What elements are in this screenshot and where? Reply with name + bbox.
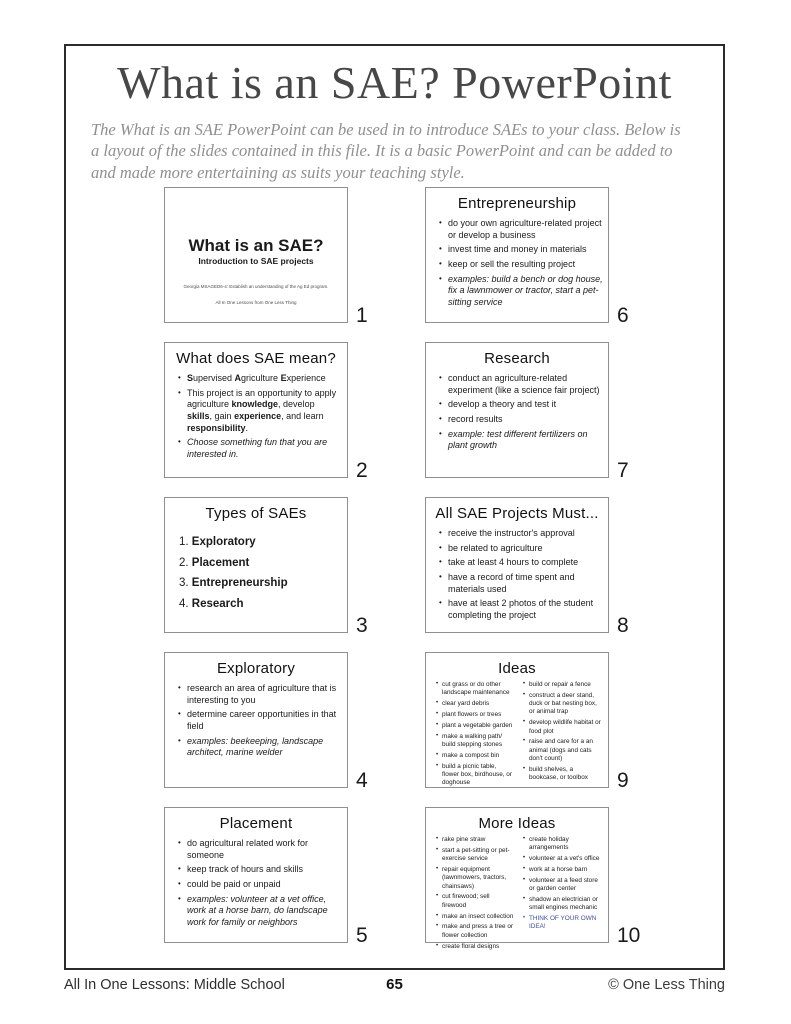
bullet-item: • make a compost bin	[435, 752, 515, 760]
page-footer	[64, 976, 725, 993]
bullet-item: • volunteer at a vet's office	[522, 855, 602, 863]
footer-series-label: All In One Lessons: Middle School	[64, 977, 285, 993]
bullet-item: • raise and care for a an animal (dogs and cats don't count)	[522, 738, 602, 763]
bullet-item: • keep or sell the resulting project	[439, 259, 603, 271]
slide-number: 3	[356, 614, 368, 637]
bullet-item: • volunteer at a feed store or garden center	[522, 877, 602, 894]
bullet-item: • work at a horse barn	[522, 866, 602, 874]
slides-column-left	[164, 187, 368, 947]
bullet-item: • construct a deer stand, duck or bat nesting box, or animal trap	[522, 692, 602, 717]
bullet-item: • make and press a tree or flower collection	[435, 923, 515, 940]
slide-footnote: All In One Lessons from One Less Thing	[215, 300, 297, 306]
bullet-item: • record results	[439, 414, 603, 426]
intro-paragraph: The What is an SAE PowerPoint can be used in to introduce SAEs to your class. Below is a layout of the slides contained in this file. It is a basic PowerPoint and can be added to and made more entertaining as suits your teaching style.	[91, 120, 681, 182]
bullet-item: • cut firewood; sell firewood	[435, 893, 515, 910]
bullet-list	[439, 373, 603, 452]
bullet-list	[439, 528, 603, 622]
slide-title: Research	[484, 350, 550, 367]
bullet-list	[435, 836, 515, 953]
bullet-item: • make an insect collection	[435, 913, 515, 921]
bullet-item: • create floral designs	[435, 943, 515, 951]
bullet-item: • examples: volunteer at a vet office, work at a horse barn, do landscape work for family or neighbors	[178, 894, 342, 929]
numbered-item: 2. Placement	[179, 556, 250, 569]
bullet-item: • build shelves, a bookcase, or toolbox	[522, 766, 602, 783]
two-column-bullets	[435, 681, 602, 790]
numbered-list	[179, 536, 347, 610]
bullet-list	[522, 681, 602, 790]
slide-number: 9	[617, 769, 629, 792]
bullet-item: • have a record of time spent and materials used	[439, 572, 603, 595]
slide-title: All SAE Projects Must...	[435, 505, 599, 522]
slide-number: 5	[356, 924, 368, 947]
bullet-item: • receive the instructor's approval	[439, 528, 603, 540]
bullet-item: • make a walking path/ build stepping stones	[435, 733, 515, 750]
bullet-list	[178, 838, 342, 929]
slide-thumbnail-2	[164, 342, 368, 482]
bullet-list	[439, 218, 603, 309]
footer-copyright: © One Less Thing	[608, 977, 725, 993]
slide-thumbnail-5	[164, 807, 368, 947]
slide-title: Entrepreneurship	[457, 195, 577, 212]
bullet-item: • examples: build a bench or dog house, fix a lawnmower or tractor, start a pet-sitting service	[439, 274, 603, 309]
footer-page-number: 65	[386, 976, 403, 993]
bullet-item: • start a pet-sitting or pet-exercise service	[435, 847, 515, 864]
bullet-item: • shadow an electrician or small engines mechanic	[522, 896, 602, 913]
slide-number: 1	[356, 304, 368, 327]
bullet-item: • THINK OF YOUR OWN IDEA!	[522, 915, 602, 932]
slide-footnote: Georgia MSAGED6-4: Establish an understanding of the Ag Ed program.	[183, 284, 329, 290]
bullet-item: • build or repair a fence	[522, 681, 602, 689]
slide-grid	[164, 187, 641, 950]
bullet-item: • Supervised Agriculture Experience	[178, 373, 342, 385]
slide-title: Ideas	[498, 660, 536, 677]
bullet-item: • research an area of agriculture that is interesting to you	[178, 683, 342, 706]
two-column-bullets	[435, 836, 602, 953]
bullet-item: • create holiday arrangements	[522, 836, 602, 853]
slide-title: What does SAE mean?	[176, 350, 336, 367]
bullet-item: • do agricultural related work for someone	[178, 838, 342, 861]
bullet-item: • rake pine straw	[435, 836, 515, 844]
slide-title: Exploratory	[216, 660, 296, 677]
bullet-list	[522, 836, 602, 953]
slide-thumbnail-10	[425, 807, 641, 950]
slide-title: What is an SAE?	[188, 236, 324, 256]
slide-title: More Ideas	[478, 815, 556, 832]
slide-thumbnail-1	[164, 187, 368, 327]
bullet-item: • examples: beekeeping, landscape architect, marine welder	[178, 736, 342, 759]
slide-thumbnail-7	[425, 342, 629, 482]
slide-title: Types of SAEs	[205, 505, 307, 522]
bullet-list	[435, 681, 515, 790]
bullet-item: • example: test different fertilizers on plant growth	[439, 429, 603, 452]
numbered-item: 1. Exploratory	[179, 536, 256, 548]
bullet-item: • invest time and money in materials	[439, 244, 603, 256]
numbered-item: 4. Research	[179, 597, 244, 610]
bullet-list	[178, 683, 342, 759]
slide-number: 8	[617, 614, 629, 637]
bullet-item: • have at least 2 photos of the student completing the project	[439, 598, 603, 621]
slides-column-right	[425, 187, 641, 950]
slide-number: 2	[356, 459, 368, 482]
bullet-item: • keep track of hours and skills	[178, 864, 342, 876]
bullet-item: • clear yard debris	[435, 700, 515, 708]
bullet-list	[178, 373, 342, 461]
slide-thumbnail-9	[425, 652, 629, 792]
bullet-item: • build a picnic table, flower box, birdhouse, or doghouse	[435, 763, 515, 788]
bullet-item: • take at least 4 hours to complete	[439, 557, 603, 569]
slide-number: 6	[617, 304, 629, 327]
bullet-item: • plant a vegetable garden	[435, 722, 515, 730]
slide-number: 10	[617, 924, 641, 947]
numbered-item: 3. Entrepreneurship	[179, 577, 288, 589]
bullet-item: • repair equipment (lawnmowers, tractors, chainsaws)	[435, 866, 515, 891]
slide-number: 7	[617, 459, 629, 482]
slide-footnotes	[165, 284, 347, 316]
bullet-item: • cut grass or do other landscape maintenance	[435, 681, 515, 698]
slide-thumbnail-6	[425, 187, 629, 327]
bullet-item: • do your own agriculture-related project or develop a business	[439, 218, 603, 241]
slide-number: 4	[356, 769, 368, 792]
bullet-item: • be related to agriculture	[439, 543, 603, 555]
slide-subtitle: Introduction to SAE projects	[198, 256, 314, 267]
bullet-item: • plant flowers or trees	[435, 711, 515, 719]
bullet-item: • determine career opportunities in that field	[178, 709, 342, 732]
slide-thumbnail-8	[425, 497, 629, 637]
bullet-item: • This project is an opportunity to apply agriculture knowledge, develop skills, gain experience, and learn responsibility.	[178, 388, 342, 435]
bullet-item: • conduct an agriculture-related experiment (like a science fair project)	[439, 373, 603, 396]
slide-title: Placement	[219, 815, 293, 832]
bullet-item: • develop a theory and test it	[439, 399, 603, 411]
bullet-item: • develop wildlife habitat or food plot	[522, 719, 602, 736]
slide-thumbnail-3	[164, 497, 368, 637]
bullet-item: • could be paid or unpaid	[178, 879, 342, 891]
page-title: What is an SAE? PowerPoint	[117, 57, 672, 108]
bullet-item: • Choose something fun that you are interested in.	[178, 437, 342, 460]
slide-thumbnail-4	[164, 652, 368, 792]
